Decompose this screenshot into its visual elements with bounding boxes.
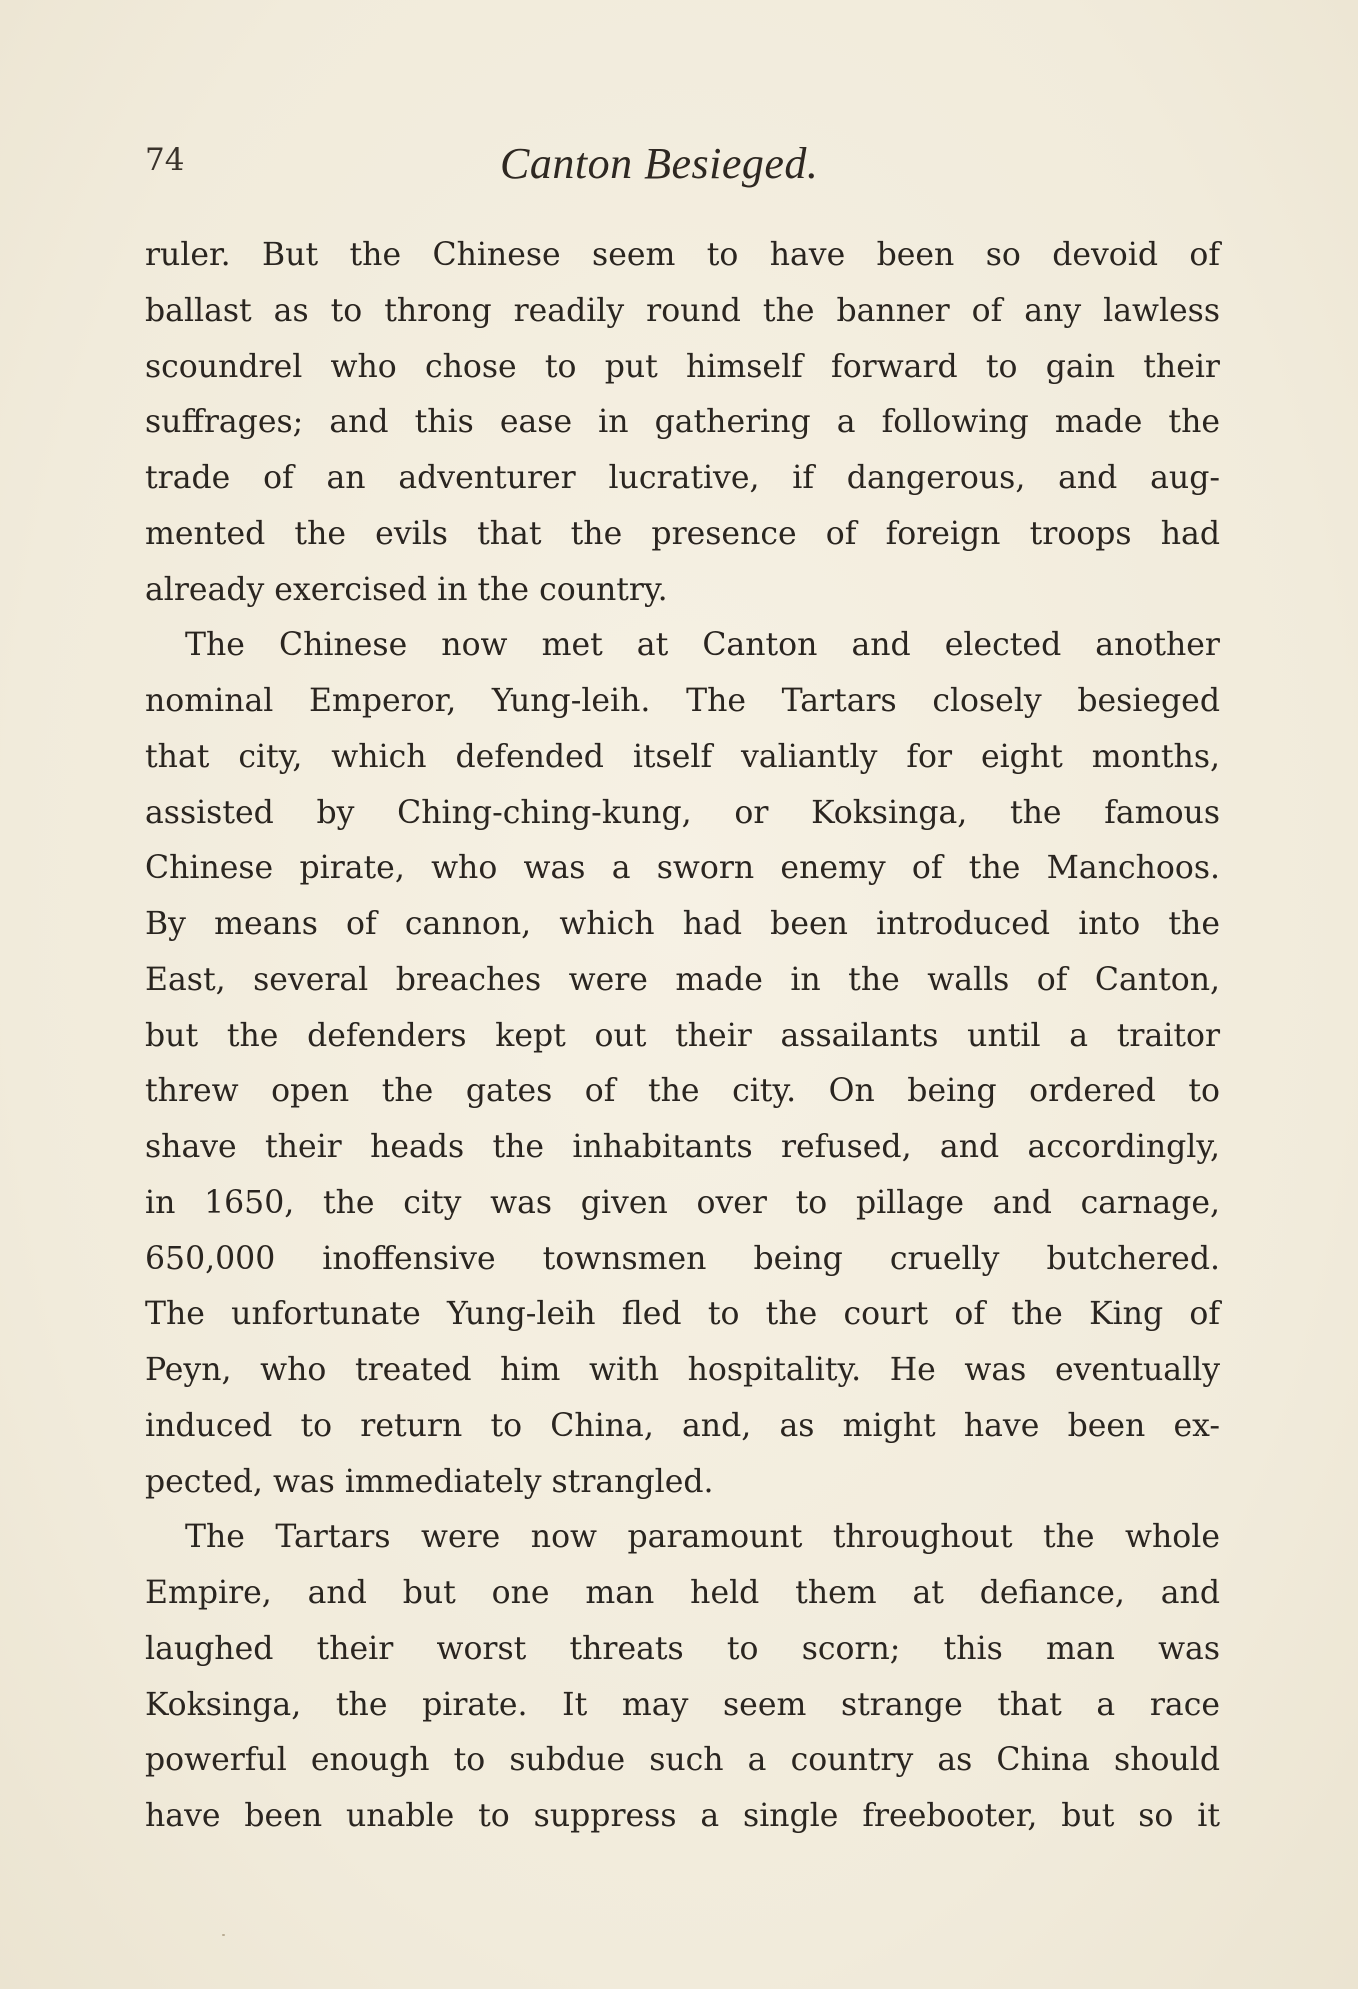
text-line: shave their heads the inhabitants refused, and accordingly, [145, 1129, 1220, 1165]
text-line: Koksinga, the pirate. It may seem strange that a race [145, 1686, 1220, 1723]
text-line: that city, which defended itself valiantly for eight months, [145, 738, 1220, 775]
paper-speck [222, 1934, 225, 1936]
text-line: nominal Emperor, Yung-leih. The Tartars closely besieged [145, 683, 1220, 719]
text-line: By means of cannon, which had been introduced into the [145, 906, 1220, 942]
text-line: Empire, and but one man held them at defiance, and [145, 1575, 1220, 1611]
text-line: powerful enough to subdue such a country as China should [145, 1742, 1220, 1779]
text-line: suffrages; and this ease in gathering a following made the [145, 404, 1220, 441]
text-line: induced to return to China, and, as might have been ex- [145, 1407, 1220, 1444]
text-line: Peyn, who treated him with hospitality. He was eventually [145, 1352, 1220, 1388]
text-line: ballast as to throng readily round the banner of any lawless [145, 292, 1220, 329]
text-line: East, several breaches were made in the walls of Canton, [145, 961, 1220, 998]
text-line: ruler. But the Chinese seem to have been so devoid of [145, 237, 1220, 273]
text-line: pected, was immediately strangled. [145, 1463, 714, 1500]
text-line: but the defenders kept out their assailants until a traitor [145, 1017, 1220, 1054]
page-number: 74 [145, 142, 185, 178]
text-line: trade of an adventurer lucrative, if dangerous, and aug- [145, 460, 1220, 496]
text-line: mented the evils that the presence of foreign troops had [145, 515, 1220, 552]
text-line: assisted by Ching-ching-kung, or Koksinga, the famous [145, 794, 1220, 831]
running-title: Canton Besieged. [500, 139, 819, 188]
text-line: in 1650, the city was given over to pillage and carnage, [145, 1184, 1220, 1221]
text-line: threw open the gates of the city. On being ordered to [145, 1073, 1220, 1110]
body-text [145, 228, 1220, 1845]
text-line: already exercised in the country. [145, 571, 668, 608]
text-line: The unfortunate Yung-leih fled to the court of the King of [145, 1296, 1220, 1333]
text-line: The Chinese now met at Canton and elected another [185, 627, 1220, 664]
text-line: laughed their worst threats to scorn; this man was [145, 1630, 1220, 1667]
text-line: scoundrel who chose to put himself forward to gain their [145, 348, 1220, 385]
text-line: 650,000 inoffensive townsmen being cruelly butchered. [145, 1240, 1220, 1277]
text-line: have been unable to suppress a single freebooter, but so it [145, 1798, 1220, 1834]
text-line: The Tartars were now paramount throughout the whole [185, 1519, 1220, 1556]
running-head [145, 139, 1220, 192]
text-line: Chinese pirate, who was a sworn enemy of the Manchoos. [145, 850, 1220, 887]
